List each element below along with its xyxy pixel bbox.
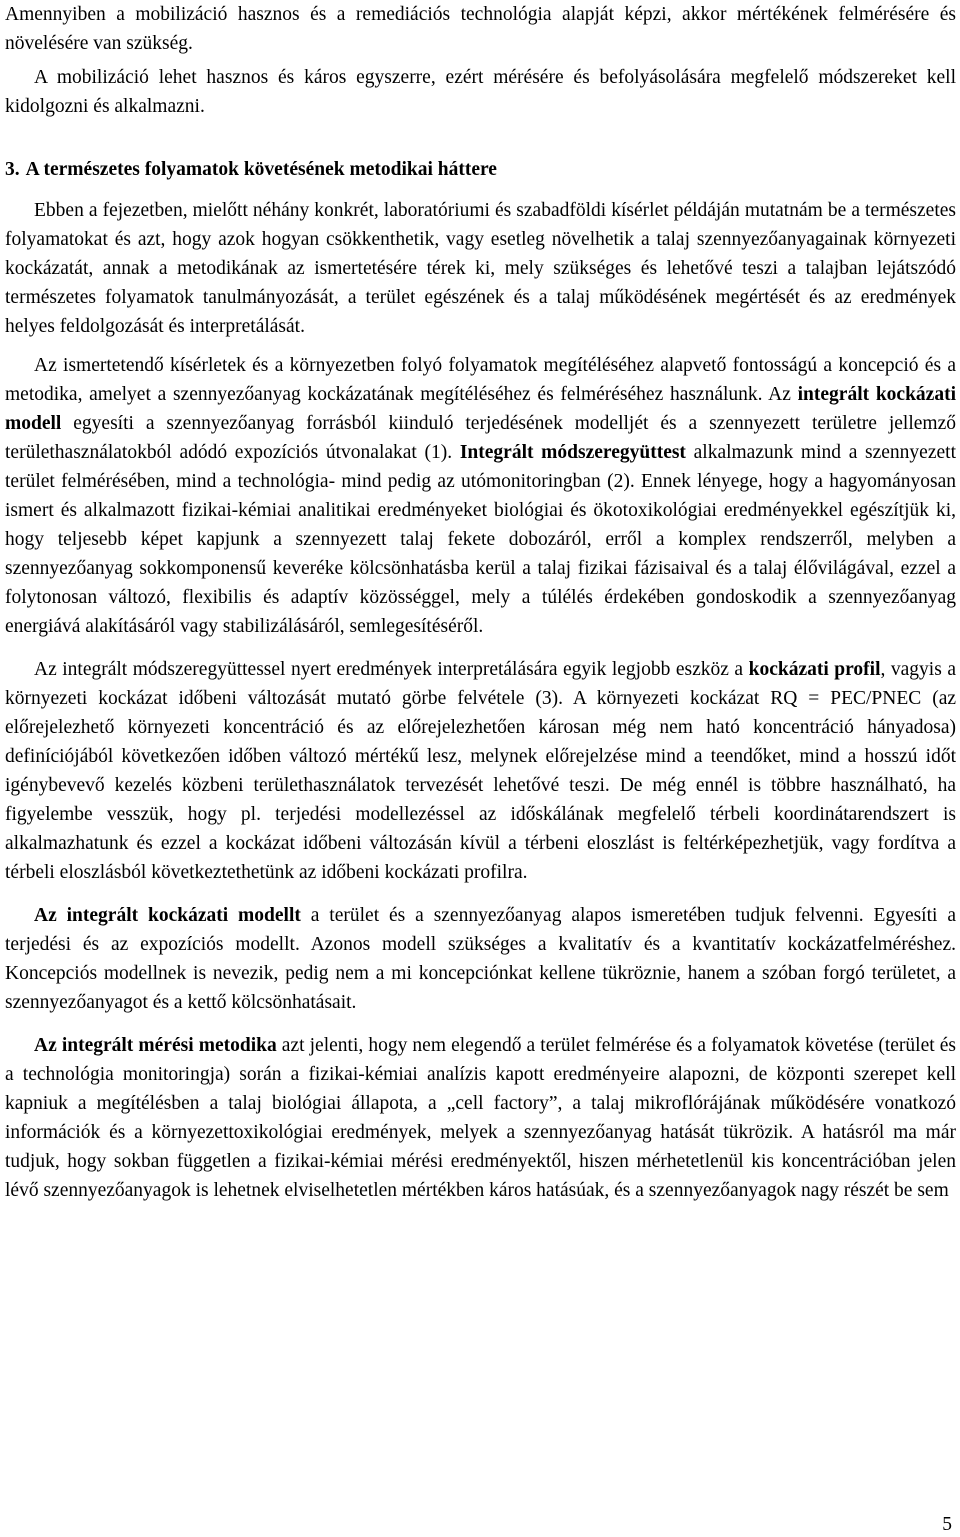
intro-paragraph-1: Amennyiben a mobilizáció hasznos és a remediációs technológia alapját képzi, akkor mértékének felmérésére és növelésére van szükség. [5,4,956,54]
section-title: A természetes folyamatok követésének metodikai háttere [25,159,497,180]
section-number: 3. [5,159,20,180]
section-heading [5,155,956,184]
text-run: Az integrált módszeregyüttessel nyert eredmények interpretálására egyik legjobb eszköz a [34,659,749,680]
text-run: egyesíti a szennyezőanyag forrásból kiinduló terjedésének modelljét és a szennyezett területre jellemző területhasználatokból adódó expozíciós útvonalakat (1). [5,413,956,463]
bold-term-integralt-meresi-metodika: Az integrált mérési metodika [34,1035,277,1056]
text-run: a terület és a szennyezőanyag alapos ismeretében tudjuk felvenni. Egyesíti a terjedési és az expozíciós modellt. Azonos modell szükséges a kvalitatív és a kvantitatív kockázatfelméréshez. Koncepciós modellnek is nevezik, pedig nem a mi koncepciónkat kellene tükröznie, hanem a szóban forgó területet, a szennyezőanyagot és a kettő kölcsönhatásait. [5,905,956,1013]
body-paragraph-1: Ebben a fejezetben, mielőtt néhány konkrét, laboratóriumi és szabadföldi kísérlet példáján mutatnám be a természetes folyamatokat és azt, hogy azok hogyan csökkenthetik, vagy esetleg növelhetik a talaj szennyezőanyagainak környezeti kockázatát, annak a metodikának az ismertetésére térek ki, mely szükséges és lehetővé teszi a talajban lejátszódó természetes folyamatok tanulmányozását, a terület egészének és a talaj működésének megértését és az eredmények helyes feldolgozását és interpretálását. [5,200,956,337]
bold-term-integralt-kockazati-modellt: Az integrált kockázati modellt [34,905,301,926]
text-run: , vagyis a környezeti kockázat időbeni változását mutató görbe felvétele (3). A környezeti kockázat RQ = PEC/PNEC (az előrejelezhető környezeti koncentráció és az előrejelezhetően károsan még nem ható koncentráció hányadosa) definíciójából következően időben változó mértékű lesz, melynek előrejelzése mind a teendőket, mind a hosszú időt igénybevevő kezelés közbeni területhasználatok tervezését lehetővé teszi. De még ennél is többre használható, ha figyelembe vesszük, hogy pl. terjedési modellezéssel az időskálának megfelelő térbeli koordinátarendszert is alkalmazhatunk és ezzel a kockázat időbeni változásán kívül a térbeni eloszlást is feltérképezhetjük, vagy fordítva a térbeli eloszlásból következtethetünk az időbeni kockázati profilra. [5,659,956,883]
bold-term-integralt-kockazati-modell: integrált kockázati modell [5,384,956,434]
body-paragraph-4 [5,901,956,1017]
body-paragraph-3 [5,655,956,887]
text-run: alkalmazunk mind a szennyezett terület felmérésében, mind a technológia- mind pedig az utómonitoringban (2). Ennek lényege, hogy a hagyományosan ismert és alkalmazott fizikai-kémiai analitikai eredményeket biológiai és ökotoxikológiai eredményekkel egészítjük ki, hogy teljesebb képet kapjunk a szennyezett talaj fekete dobozáról, erről a komplex rendszerről, melyben a szennyezőanyag sokkomponensű keveréke kölcsönhatásba kerül a talaj fizikai fázisaival és a talaj élővilágával, ezzel a folytonosan változó, flexibilis és adaptív közösséggel, mely a túlélés érdekében gondoskodik a szennyezőanyag energiává alakításáról vagy stabilizálásáról, semlegesítéséről. [5,442,956,637]
page-number: 5 [942,1514,952,1535]
text-run: azt jelenti, hogy nem elegendő a terület felmérése és a folyamatok követése (terület és a technológia monitoringja) során a fizikai-kémiai analízis kapott eredményeire alapozni, de központi szerepet kell kapniuk a megítélésben a talaj biológiai állapota, a „cell factory”, a talaj mikroflórájának működésére vonatkozó információk és a környezettoxikológiai eredmények, melyek a szennyezőanyag hatását tükrözik. A hatásról ma már tudjuk, hogy sokban független a fizikai-kémiai mérési eredményektől, hiszen mérhetetlenül kis koncentrációban jelen lévő szennyezőanyagok is lehetnek elviselhetetlen mértékben káros hatásúak, és a szennyezőanyagok nagy részét be sem [5,1035,956,1201]
body-paragraph-5 [5,1031,956,1205]
intro-paragraph-2: A mobilizáció lehet hasznos és káros egyszerre, ezért mérésére és befolyásolására megfelelő módszereket kell kidolgozni és alkalmazni. [5,67,956,117]
document-page [5,0,956,1205]
bold-term-integralt-modszeregyuttest: Integrált módszeregyüttest [459,442,686,463]
bold-term-kockazati-profil: kockázati profil [748,659,881,680]
text-run: Az ismertetendő kísérletek és a környezetben folyó folyamatok megítéléséhez alapvető fontosságú a koncepció és a metodika, amelyet a szennyezőanyag kockázatának megítéléséhez és felméréséhez használunk. Az [5,355,956,405]
body-paragraph-2 [5,351,956,641]
